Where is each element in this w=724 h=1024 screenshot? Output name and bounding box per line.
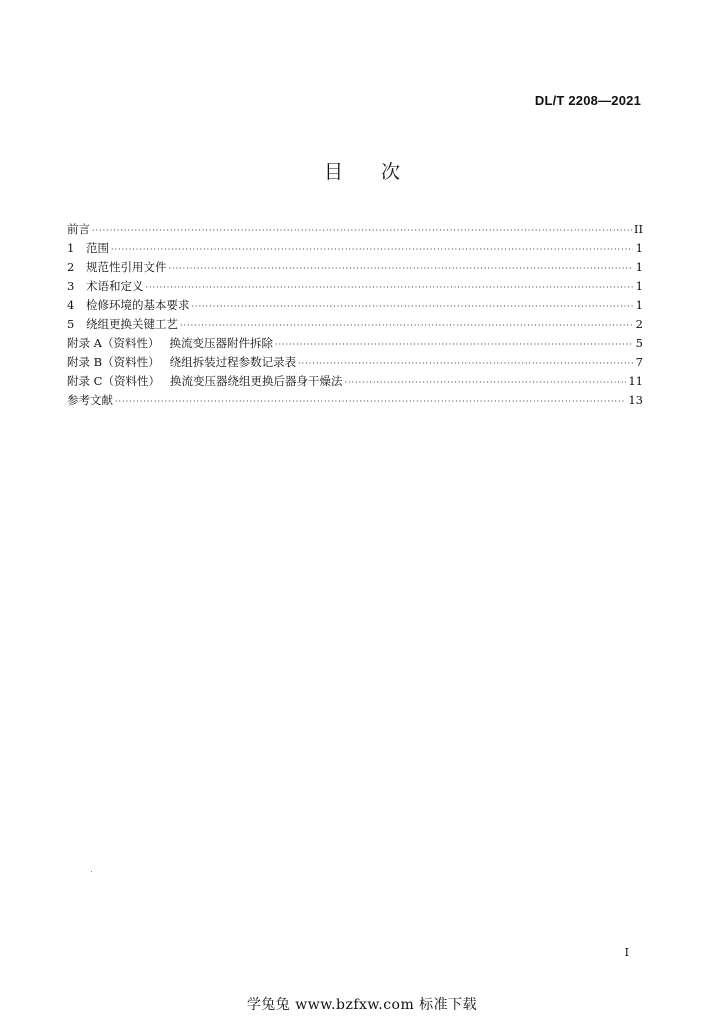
toc-entry-page: 1 bbox=[635, 298, 643, 312]
dot-leader bbox=[169, 259, 634, 278]
appendix-type: 附录 B（资料性） bbox=[67, 355, 160, 369]
toc-entry-page: 13 bbox=[628, 393, 643, 407]
appendix-type: 附录 C（资料性） bbox=[67, 374, 160, 388]
appendix-title: 换流变压器附件拆除 bbox=[169, 336, 273, 350]
toc-entry-page: 11 bbox=[628, 374, 643, 388]
toc-entry-page: 2 bbox=[635, 317, 643, 331]
toc-entry-key-process[interactable] bbox=[67, 315, 643, 334]
toc-entry-label: 参考文献 bbox=[67, 393, 113, 407]
toc-entry-appendix-a[interactable] bbox=[67, 334, 643, 353]
dot-leader bbox=[115, 392, 626, 411]
page-number: I bbox=[624, 946, 629, 959]
toc-entry-terms[interactable] bbox=[67, 277, 643, 296]
toc-entry-label: 规范性引用文件 bbox=[86, 260, 167, 274]
dot-leader bbox=[344, 373, 626, 392]
appendix-title: 换流变压器绕组更换后器身干燥法 bbox=[169, 374, 343, 388]
toc-entry-appendix-b[interactable] bbox=[67, 353, 643, 372]
appendix-title: 绕组拆装过程参数记录表 bbox=[169, 355, 297, 369]
toc-entry-label: 检修环境的基本要求 bbox=[86, 298, 190, 312]
dot-leader bbox=[275, 335, 633, 354]
page-title: 目次 bbox=[323, 161, 438, 183]
toc-entry-page: 1 bbox=[635, 241, 643, 255]
toc-entry-label bbox=[67, 353, 296, 372]
toc-entry-label bbox=[67, 334, 273, 353]
toc-entry-page: 7 bbox=[635, 355, 643, 369]
toc-entry-number: 2 bbox=[67, 260, 75, 274]
dot-leader bbox=[92, 221, 632, 240]
toc-entry-label bbox=[67, 372, 342, 391]
dot-leader bbox=[146, 278, 634, 297]
appendix-type: 附录 A（资料性） bbox=[67, 336, 160, 350]
toc-entry-number: 3 bbox=[67, 279, 75, 293]
scan-speck bbox=[91, 871, 92, 872]
dot-leader bbox=[180, 316, 633, 335]
toc-entry-page: 5 bbox=[635, 336, 643, 350]
footer-watermark-text[interactable]: 学兔兔 www.bzfxw.com 标准下载 bbox=[246, 997, 478, 1013]
toc-entry-environment[interactable] bbox=[67, 296, 643, 315]
toc-entry-label: 术语和定义 bbox=[86, 279, 144, 293]
toc-entry-number: 1 bbox=[67, 241, 75, 255]
toc-entry-normative-references[interactable] bbox=[67, 258, 643, 277]
dot-leader bbox=[298, 354, 633, 373]
toc-entry-number: 5 bbox=[67, 317, 75, 331]
dot-leader bbox=[192, 297, 634, 316]
toc-entry-page: 1 bbox=[635, 260, 643, 274]
toc-entry-bibliography[interactable] bbox=[67, 391, 643, 410]
toc-entry-scope[interactable] bbox=[67, 239, 643, 258]
toc-entry-foreword[interactable] bbox=[67, 220, 643, 239]
standard-code: DL/T 2208—2021 bbox=[534, 93, 641, 108]
toc-entry-label: 绕组更换关键工艺 bbox=[86, 317, 178, 331]
toc-entry-appendix-c[interactable] bbox=[67, 372, 643, 391]
toc-entry-label: 范围 bbox=[86, 241, 109, 255]
toc-entry-page: 1 bbox=[635, 279, 643, 293]
toc-entry-number: 4 bbox=[67, 298, 75, 312]
toc-entry-label: 前言 bbox=[67, 222, 90, 236]
toc-entry-page: II bbox=[633, 222, 643, 236]
dot-leader bbox=[111, 240, 633, 259]
table-of-contents bbox=[67, 220, 643, 410]
